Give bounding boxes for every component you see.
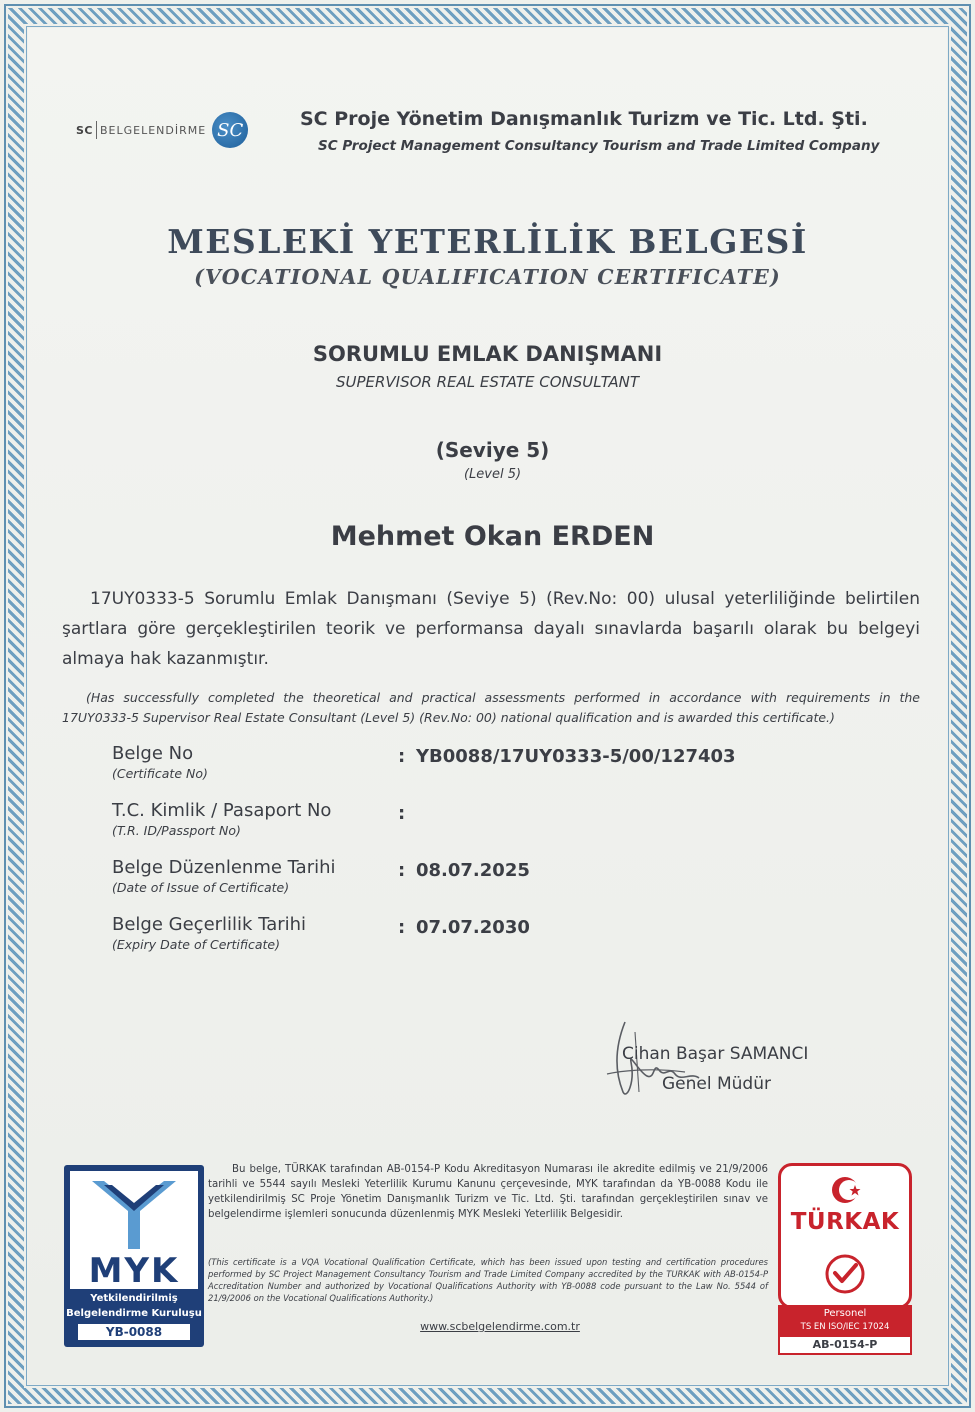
field-sublabel: (Expiry Date of Certificate) bbox=[112, 937, 280, 952]
field-sublabel: (Date of Issue of Certificate) bbox=[112, 880, 290, 895]
statement-en: (Has successfully completed the theoretical and practical assessments performed in accordance with requirements in the 17UY0333-5 Supervisor Real Estate Consultant (Level 5) (Rev.No: 00) national qualification and is awarded this certificate.) bbox=[62, 690, 920, 725]
field-sublabel: (T.R. ID/Passport No) bbox=[112, 823, 241, 838]
logo-divider bbox=[96, 121, 97, 139]
company-name-en: SC Project Management Consultancy Tourism and Trade Limited Company bbox=[318, 138, 880, 154]
signatory-name: Cihan Başar SAMANCI bbox=[622, 1044, 809, 1064]
turkak-code: AB-0154-P bbox=[778, 1337, 912, 1355]
logo-belgelendirme-text: BELGELENDİRME bbox=[100, 123, 207, 137]
myk-logo-text: MYK bbox=[88, 1251, 180, 1291]
myk-caption-line1: Yetkilendirilmiş bbox=[90, 1293, 178, 1304]
issue-date-value: 08.07.2025 bbox=[416, 860, 530, 881]
company-header bbox=[300, 108, 900, 154]
myk-logo-panel bbox=[70, 1171, 198, 1289]
field-colon: : bbox=[398, 746, 406, 767]
field-colon: : bbox=[398, 803, 406, 824]
qualification-level: (Seviye 5) bbox=[435, 438, 550, 462]
field-sublabel: (Certificate No) bbox=[112, 766, 208, 781]
field-colon: : bbox=[398, 860, 406, 881]
turkak-logo bbox=[778, 1163, 910, 1355]
field-colon: : bbox=[398, 917, 406, 938]
website-link[interactable]: www.scbelgelendirme.com.tr bbox=[420, 1320, 580, 1333]
field-label: Belge No bbox=[112, 743, 194, 764]
holder-name: Mehmet Okan ERDEN bbox=[330, 521, 655, 552]
qualification-level-en: (Level 5) bbox=[463, 467, 522, 482]
company-name-tr: SC Proje Yönetim Danışmanlık Turizm ve Tic. Ltd. Şti. bbox=[300, 108, 868, 130]
turkak-logo-frame bbox=[778, 1163, 912, 1309]
expiry-date-value: 07.07.2030 bbox=[416, 917, 530, 938]
field-expiry-date bbox=[112, 914, 306, 952]
field-label: T.C. Kimlik / Pasaport No bbox=[112, 800, 332, 821]
turkak-logo-text: TÜRKAK bbox=[790, 1209, 900, 1235]
turkak-strip-line2: TS EN ISO/IEC 17024 bbox=[800, 1322, 890, 1332]
logo-sc-text: SC bbox=[76, 123, 93, 137]
certificate-title-en: (VOCATIONAL QUALIFICATION CERTIFICATE) bbox=[194, 265, 781, 289]
sc-belgelendirme-logo bbox=[76, 112, 248, 148]
footer-note-en: (This certificate is a VQA Vocational Qualification Certificate, which has been issued upon testing and certification procedures performed by SC Project Management Consultancy Tourism and Trade Limited Company accredited by the TURKAK with AB-0154-P Accreditation Number and authorized by Vocational Qualifications Authority with YB-0088 code pursuant to the Law No. 5544 of 21/9/2006 on the Vocational Qualifications Authority.) bbox=[208, 1257, 768, 1303]
certificate-title: MESLEKİ YETERLİLİK BELGESİ bbox=[167, 222, 808, 261]
field-issue-date bbox=[112, 857, 336, 895]
signatory-title: Genel Müdür bbox=[662, 1074, 771, 1094]
qualification-role-en: SUPERVISOR REAL ESTATE CONSULTANT bbox=[335, 373, 640, 391]
field-certificate-no bbox=[112, 743, 208, 781]
myk-caption-line2: Belgelendirme Kuruluşu bbox=[66, 1308, 202, 1319]
turkak-accreditation-strip bbox=[778, 1305, 912, 1337]
certificate-no-value: YB0088/17UY0333-5/00/127403 bbox=[416, 746, 736, 767]
field-label: Belge Düzenlenme Tarihi bbox=[112, 857, 336, 878]
crescent-star-icon bbox=[781, 1166, 909, 1306]
field-label: Belge Geçerlilik Tarihi bbox=[112, 914, 307, 935]
field-id-passport bbox=[112, 800, 331, 838]
turkak-strip-line1: Personel bbox=[823, 1308, 867, 1319]
statement-tr: 17UY0333-5 Sorumlu Emlak Danışmanı (Seviye 5) (Rev.No: 00) ulusal yeterliliğinde belirtilen şartlara göre gerçekleştirilen teorik ve performansa dayalı sınavlarda başarılı olarak bu belgeyi almaya hak kazanmıştır. bbox=[62, 589, 920, 669]
footer-note-tr: Bu belge, TÜRKAK tarafından AB-0154-P Kodu Akreditasyon Numarası ile akredite edilmiş ve 21/9/2006 tarihli ve 5544 sayılı Mesleki Yeterlilik Kurumu Kanunu çerçevesinde, MYK tarafından da YB-0088 Kodu ile yetkilendirilmiş SC Proje Yönetim Danışmanlık Turizm ve Tic. Ltd. Şti. tarafından gerçekleştirilen sınav ve belgelendirme işlemleri sonucunda düzenlenmiş MYK Mesleki Yeterlilik Belgesidir. bbox=[208, 1164, 768, 1220]
myk-emblem-icon bbox=[70, 1171, 198, 1251]
myk-code: YB-0088 bbox=[78, 1324, 190, 1340]
qualification-role: SORUMLU EMLAK DANIŞMANI bbox=[312, 342, 663, 366]
logo-badge-icon: SC bbox=[212, 112, 248, 148]
